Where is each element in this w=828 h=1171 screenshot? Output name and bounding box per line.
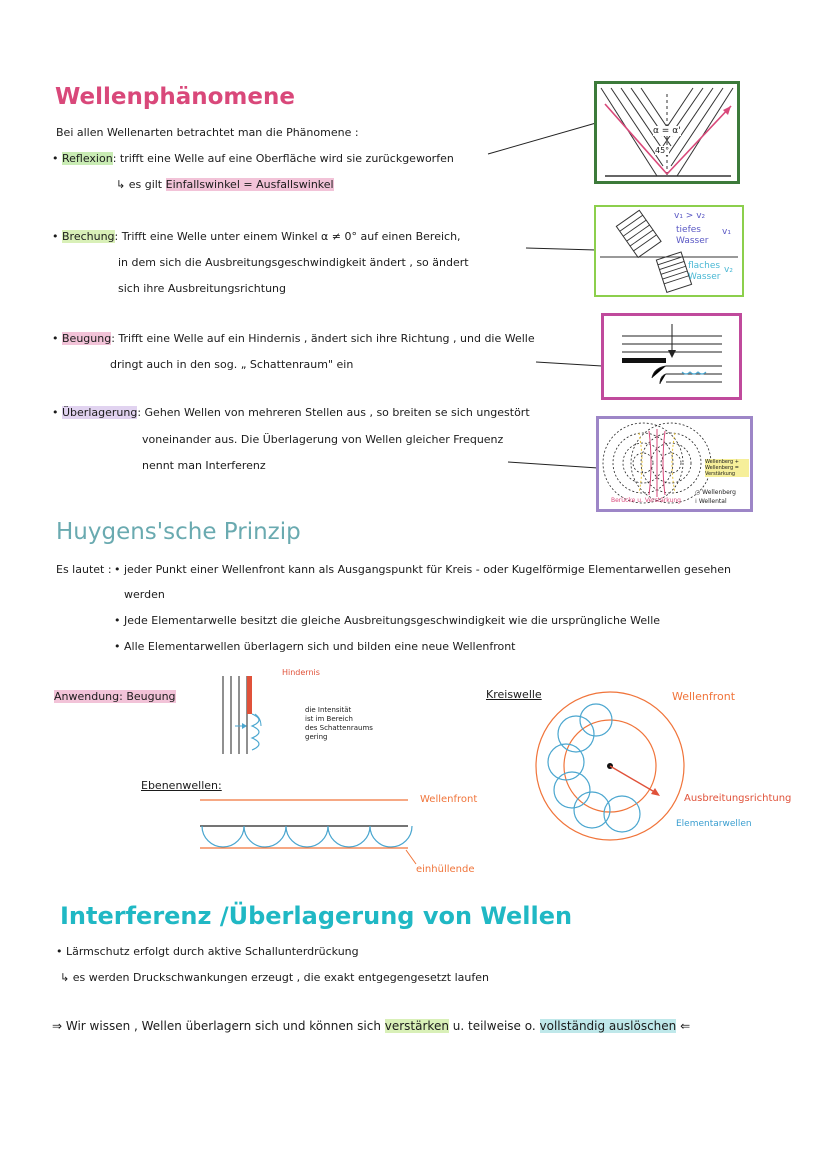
- brechung-text1: : Trifft eine Welle unter einem Winkel α ≠ 0° auf einen Bereich,: [114, 230, 461, 243]
- huygens-bullet1b: werden: [124, 588, 165, 601]
- anwendung-text: Anwendung: Beugung: [54, 690, 176, 703]
- intensity-line3: des Schattenraums: [305, 724, 373, 732]
- reflexion-figure: [594, 81, 740, 184]
- ueberlagerung-figure: [596, 416, 753, 512]
- intensity-line4: gering: [305, 733, 328, 741]
- intro-text: Bei allen Wellenarten betrachtet man die Phänomene :: [56, 126, 359, 139]
- interferenz-bullet: • Lärmschutz erfolgt durch aktive Schallunterdrückung: [56, 945, 359, 958]
- ebenenwellen-label: Ebenenwellen:: [141, 779, 222, 792]
- conclusion-verstaerken: verstärken: [384, 1019, 449, 1033]
- reflexion-rule: Einfallswinkel = Ausfallswinkel: [165, 178, 334, 191]
- hindernis-label: Hindernis: [282, 668, 320, 677]
- conclusion-prefix: ⇒ Wir wissen , Wellen überlagern sich und können sich: [52, 1019, 381, 1033]
- reflexion-term: Reflexion: [62, 152, 113, 165]
- huygens-bullet2: • Jede Elementarwelle besitzt die gleiche Ausbreitungsgeschwindigkeit wie die ursprüngliche Welle: [114, 614, 661, 627]
- ueberlagerung-fig-caption: Berücke u. Verstärkung: [611, 497, 681, 504]
- reflexion-sub-prefix: ↳ es gilt: [116, 178, 163, 191]
- interferenz-sub: ↳ es werden Druckschwankungen erzeugt , die exakt entgegengesetzt laufen: [60, 971, 489, 984]
- ueberlagerung-line3: nennt man Interferenz: [142, 459, 266, 472]
- beugung-figure: [601, 313, 742, 400]
- intensity-line1: die Intensität: [305, 706, 352, 714]
- intensity-note: [305, 706, 373, 742]
- huygens-lead: Es lautet :: [56, 563, 112, 576]
- page-title: Wellenphänomene: [55, 84, 295, 110]
- brechung-fig-relation: v₁ > v₂: [674, 211, 706, 221]
- conclusion-mid: u. teilweise o.: [452, 1019, 536, 1033]
- interferenz-conclusion: [52, 1019, 690, 1033]
- brechung-figure: [594, 205, 744, 297]
- brechung-term: Brechung: [62, 230, 115, 243]
- ueberlagerung-line1: • Überlagerung: Gehen Wellen von mehreren Stellen aus , so breiten se sich ungestört: [52, 406, 530, 419]
- ueberlagerung-legend-sum: Wellenberg + Wellenberg = Verstärkung: [705, 459, 749, 477]
- conclusion-suffix: ⇐: [680, 1019, 691, 1033]
- ueberlagerung-legend-tal-text: Wellental: [698, 498, 727, 505]
- brechung-fig-deep2: Wasser: [676, 236, 709, 246]
- reflexion-text: : trifft eine Welle auf eine Oberfläche wird sie zurückgeworfen: [112, 152, 454, 165]
- kreiswelle-label: Kreiswelle: [486, 688, 542, 701]
- einhuellende-label: einhüllende: [416, 864, 475, 875]
- ueberlagerung-legend-tal: ⁞ Wellental: [695, 498, 727, 505]
- ueberlagerung-text1: : Gehen Wellen von mehreren Stellen aus , so breiten se sich ungestört: [137, 406, 530, 419]
- ueberlagerung-line2: voneinander aus. Die Überlagerung von Wellen gleicher Frequenz: [142, 433, 504, 446]
- brechung-fig-v2: v₂: [724, 265, 733, 275]
- reflexion-fig-angle: 45°: [655, 146, 670, 155]
- ebenenwellen-figure: [198, 792, 413, 862]
- beugung-line2: dringt auch in den sog. „ Schattenraum" ein: [110, 358, 354, 371]
- conclusion-ausloeschen: vollständig auslöschen: [539, 1019, 677, 1033]
- ausbreitungsrichtung-label: Ausbreitungsrichtung: [684, 793, 792, 804]
- ueberlagerung-term: Überlagerung: [62, 406, 138, 419]
- brechung-fig-shallow1: flaches: [688, 261, 721, 271]
- anwendung-label: [54, 690, 176, 703]
- reflexion-fig-label: α = α': [653, 126, 681, 136]
- kreiswelle-figure: [530, 688, 700, 848]
- kreiswelle-wellenfront: Wellenfront: [672, 690, 736, 703]
- interferenz-title: Interferenz /Überlagerung von Wellen: [60, 902, 573, 930]
- brechung-line2: in dem sich die Ausbreitungsgeschwindigkeit ändert , so ändert: [118, 256, 469, 269]
- beugung-text1: : Trifft eine Welle auf ein Hindernis , ändert sich ihre Richtung , und die Welle: [111, 332, 535, 345]
- ueberlagerung-legend-berg-text: Wellenberg: [702, 489, 736, 496]
- huygens-bullet3: • Alle Elementarwellen überlagern sich und bilden eine neue Wellenfront: [114, 640, 516, 653]
- beugung-line1: • Beugung: Trifft eine Welle auf ein Hindernis , ändert sich ihre Richtung , und die Welle: [52, 332, 535, 345]
- elementarwellen-label: Elementarwellen: [676, 819, 752, 829]
- beugung-term: Beugung: [62, 332, 112, 345]
- brechung-line3: sich ihre Ausbreitungsrichtung: [118, 282, 286, 295]
- ueberlagerung-legend-berg: ○ Wellenberg: [695, 489, 736, 496]
- brechung-fig-deep1: tiefes: [676, 225, 701, 235]
- ebenenwellen-wellenfront: Wellenfront: [420, 794, 478, 805]
- reflexion-line: • Reflexion: trifft eine Welle auf eine Oberfläche wird sie zurückgeworfen: [52, 152, 454, 165]
- brechung-fig-v1: v₁: [722, 227, 731, 237]
- beugung-application-figure: [215, 668, 305, 758]
- brechung-line1: • Brechung: Trifft eine Welle unter einem Winkel α ≠ 0° auf einen Bereich,: [52, 230, 461, 243]
- huygens-title: Huygens'sche Prinzip: [56, 519, 301, 545]
- brechung-fig-shallow2: Wasser: [688, 272, 721, 282]
- intensity-line2: ist im Bereich: [305, 715, 353, 723]
- huygens-bullet1a: • jeder Punkt einer Wellenfront kann als Ausgangspunkt für Kreis - oder Kugelförmige Elementarwellen gesehen: [114, 563, 732, 576]
